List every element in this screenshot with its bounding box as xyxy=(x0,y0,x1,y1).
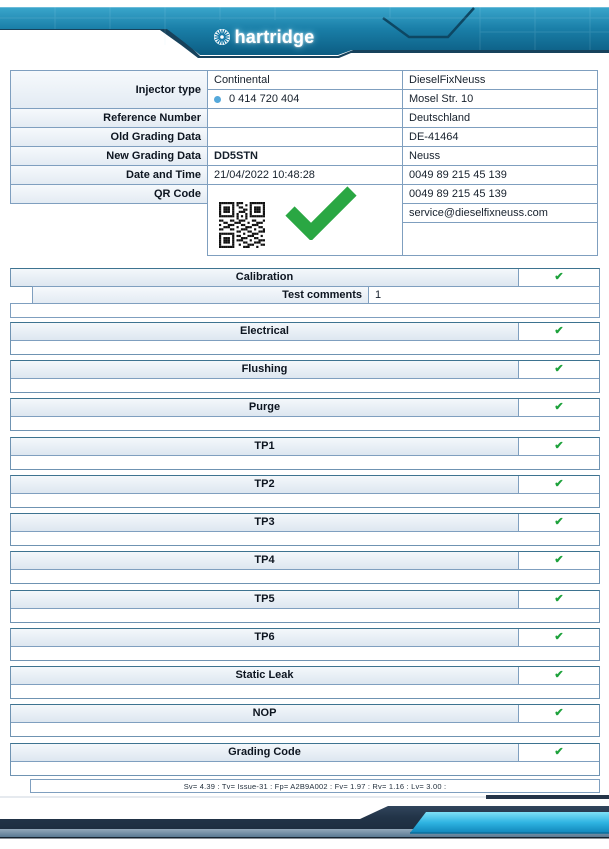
value-date-and-time: 21/04/2022 10:48:28 xyxy=(207,165,403,185)
section-flushing xyxy=(10,360,600,393)
value-injector-make: Continental xyxy=(207,70,403,90)
top-banner xyxy=(0,0,609,58)
section-title: TP3 xyxy=(254,516,275,528)
result-check-icon xyxy=(283,184,359,240)
section-tp6 xyxy=(10,628,600,661)
section-blank xyxy=(11,532,599,545)
section-blank xyxy=(11,494,599,507)
contact-phone-1: 0049 89 215 45 139 xyxy=(402,165,598,185)
section-title: TP2 xyxy=(254,478,275,490)
section-blank xyxy=(11,379,599,392)
contact-email: service@dieselfixneuss.com xyxy=(402,203,598,223)
section-electrical xyxy=(10,322,600,355)
contact-company: DieselFixNeuss xyxy=(402,70,598,90)
contact-country: Deutschland xyxy=(402,108,598,128)
section-blank xyxy=(11,609,599,622)
value-injector-part xyxy=(207,89,403,109)
check-icon: ✔ xyxy=(518,476,599,493)
test-comments-label: Test comments xyxy=(32,286,369,304)
section-blank xyxy=(11,570,599,583)
section-title: Electrical xyxy=(240,325,289,337)
contact-street: Mosel Str. 10 xyxy=(402,89,598,109)
section-blank xyxy=(11,341,599,354)
contact-postcode: DE-41464 xyxy=(402,127,598,147)
section-tp5 xyxy=(10,590,600,623)
label-reference-number: Reference Number xyxy=(10,108,208,128)
value-old-grading-data xyxy=(207,127,403,147)
section-blank xyxy=(11,417,599,430)
section-title: Static Leak xyxy=(235,669,294,681)
section-blank xyxy=(11,647,599,660)
check-icon: ✔ xyxy=(518,744,599,761)
label-old-grading-data: Old Grading Data xyxy=(10,127,208,147)
version-info-text: Sv= 4.39 : Tv= Issue-31 : Fp= A2B9A002 : Fv= 1.97 : Rv= 1.16 : Lv= 3.00 : xyxy=(183,781,447,791)
part-number-text: 0 414 720 404 xyxy=(229,93,300,105)
check-icon: ✔ xyxy=(518,591,599,608)
label-date-and-time: Date and Time xyxy=(10,165,208,185)
check-icon: ✔ xyxy=(518,514,599,531)
section-title: NOP xyxy=(252,707,277,719)
label-new-grading-data: New Grading Data xyxy=(10,146,208,166)
value-reference-number xyxy=(207,108,403,128)
check-icon: ✔ xyxy=(518,552,599,569)
section-title: Grading Code xyxy=(228,746,301,758)
section-title: TP5 xyxy=(254,593,275,605)
section-static-leak xyxy=(10,666,600,699)
value-new-grading-data: DD5STN xyxy=(207,146,403,166)
section-tp3 xyxy=(10,513,600,546)
section-purge xyxy=(10,398,600,431)
bottom-banner xyxy=(0,790,609,849)
section-blank xyxy=(11,762,599,775)
check-icon: ✔ xyxy=(518,399,599,416)
check-icon: ✔ xyxy=(518,269,599,286)
section-title: TP6 xyxy=(254,631,275,643)
section-calibration xyxy=(10,268,600,287)
section-title: Calibration xyxy=(235,271,294,283)
section-title: TP1 xyxy=(254,440,275,452)
qr-code xyxy=(219,202,265,248)
section-title: Flushing xyxy=(241,363,288,375)
check-icon: ✔ xyxy=(518,629,599,646)
section-title: TP4 xyxy=(254,554,275,566)
test-comments-value: 1 xyxy=(368,286,600,304)
contact-empty-cell xyxy=(402,222,598,256)
contact-phone-2: 0049 89 215 45 139 xyxy=(402,184,598,204)
section-tp4 xyxy=(10,551,600,584)
contact-city: Neuss xyxy=(402,146,598,166)
section-title: Purge xyxy=(248,401,281,413)
label-qr-code: QR Code xyxy=(10,184,208,204)
section-nop xyxy=(10,704,600,737)
calibration-blank-row xyxy=(10,303,600,318)
part-number-bullet-icon xyxy=(214,96,221,103)
section-grading-code xyxy=(10,743,600,776)
check-icon: ✔ xyxy=(518,705,599,722)
section-tp1 xyxy=(10,437,600,470)
brand-name: hartridge xyxy=(234,26,315,47)
section-tp2 xyxy=(10,475,600,508)
check-icon: ✔ xyxy=(518,438,599,455)
section-blank xyxy=(11,456,599,469)
check-icon: ✔ xyxy=(518,361,599,378)
section-blank xyxy=(11,685,599,698)
check-icon: ✔ xyxy=(518,667,599,684)
label-injector-type: Injector type xyxy=(10,70,208,109)
check-icon: ✔ xyxy=(518,323,599,340)
section-blank xyxy=(11,723,599,736)
